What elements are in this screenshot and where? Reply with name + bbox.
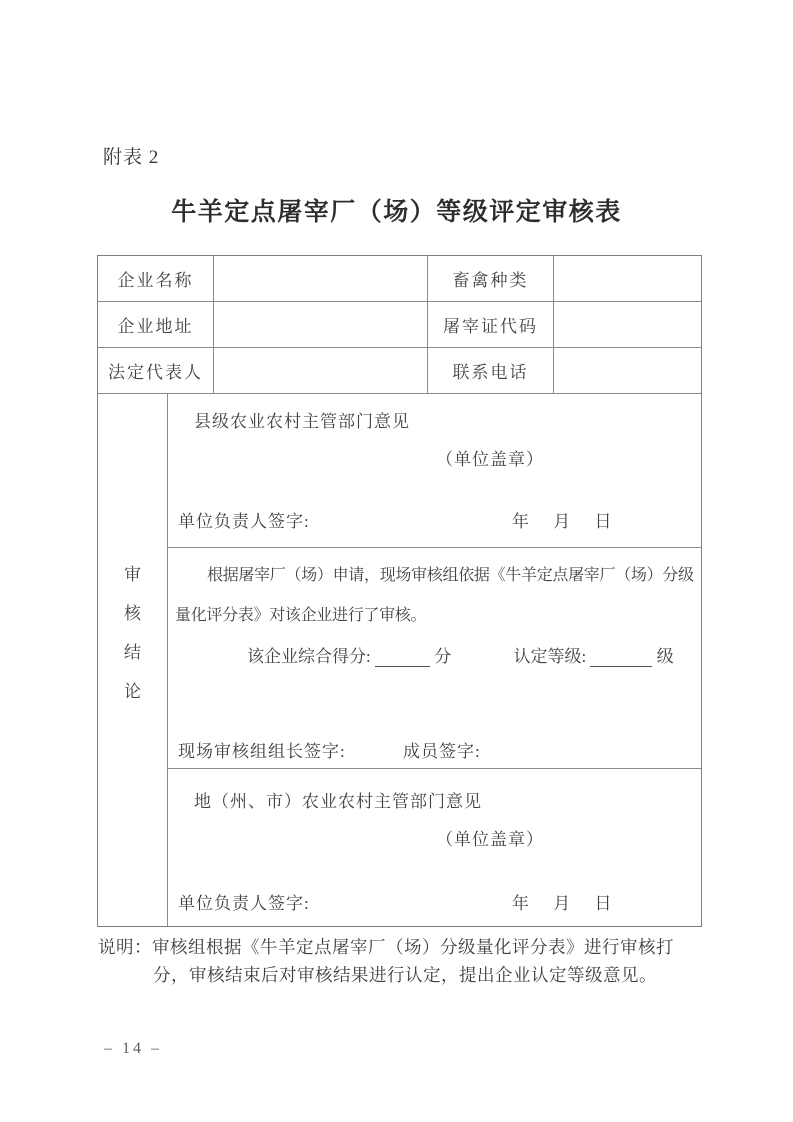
company-address-value <box>214 302 428 347</box>
vertical-char: 核 <box>124 604 141 623</box>
audit-paragraph <box>175 556 699 636</box>
prefecture-opinion-title: 地（州、市）农业农村主管部门意见 <box>194 792 482 811</box>
date-year-month-day: 年 月 日 <box>512 512 613 531</box>
review-sections <box>168 394 701 926</box>
audit-result-section <box>168 548 701 769</box>
review-form-table <box>97 255 702 927</box>
score-blank-line <box>375 648 430 667</box>
review-conclusion-block <box>98 394 701 926</box>
note-text-line: 分，审核结束后对审核结果进行认定，提出企业认定等级意见。 <box>153 964 657 985</box>
score-and-grade-line <box>247 642 674 667</box>
grade-blank-line <box>590 648 652 667</box>
unit-responsible-sign-label: 单位负责人签字: <box>178 894 310 913</box>
page-title: 牛羊定点屠宰厂（场）等级评定审核表 <box>171 199 622 226</box>
prefecture-opinion-section <box>168 769 701 926</box>
legal-representative-label: 法定代表人 <box>98 348 214 393</box>
note-label: 说明： <box>98 937 152 957</box>
explanatory-note <box>98 934 738 989</box>
review-conclusion-vertical-header <box>98 394 168 926</box>
legal-representative-value <box>214 348 428 393</box>
table-row-company <box>98 256 701 302</box>
table-row-representative <box>98 348 701 394</box>
slaughter-cert-code-label: 屠宰证代码 <box>428 302 554 347</box>
score-unit: 分 <box>434 647 452 666</box>
attachment-label: 附表 2 <box>103 147 160 168</box>
grade-group <box>513 647 673 666</box>
unit-responsible-sign-label: 单位负责人签字: <box>178 512 310 531</box>
contact-phone-value <box>554 348 701 393</box>
grade-unit: 级 <box>656 647 674 666</box>
grade-label: 认定等级: <box>513 647 587 666</box>
company-name-value <box>214 256 428 301</box>
county-opinion-section <box>168 394 701 548</box>
slaughter-cert-code-value <box>554 302 701 347</box>
unit-seal-label: （单位盖章） <box>436 450 544 469</box>
contact-phone-label: 联系电话 <box>428 348 554 393</box>
company-name-label: 企业名称 <box>98 256 214 301</box>
date-year-month-day: 年 月 日 <box>512 894 613 913</box>
page-number: – 14 – <box>104 1040 162 1057</box>
audit-paragraph-line: 根据屠宰厂（场）申请，现场审核组依据《牛羊定点屠宰厂（场）分级 <box>207 567 694 584</box>
vertical-char: 结 <box>124 643 141 662</box>
note-text-line: 审核组根据《牛羊定点屠宰厂（场）分级量化评分表》进行审核打 <box>152 937 674 957</box>
member-sign-label: 成员签字: <box>402 742 481 761</box>
leader-sign-label: 现场审核组组长签字: <box>178 742 346 761</box>
table-row-address <box>98 302 701 348</box>
county-opinion-title: 县级农业农村主管部门意见 <box>194 412 410 431</box>
company-address-label: 企业地址 <box>98 302 214 347</box>
score-label: 该企业综合得分: <box>247 647 371 666</box>
vertical-char: 论 <box>124 682 141 701</box>
audit-paragraph-line: 量化评分表》对该企业进行了审核。 <box>175 607 427 624</box>
unit-seal-label: （单位盖章） <box>436 830 544 849</box>
vertical-char: 审 <box>124 565 141 584</box>
livestock-type-value <box>554 256 701 301</box>
livestock-type-label: 畜禽种类 <box>428 256 554 301</box>
note-first-row <box>98 934 738 962</box>
signature-line <box>178 737 481 762</box>
